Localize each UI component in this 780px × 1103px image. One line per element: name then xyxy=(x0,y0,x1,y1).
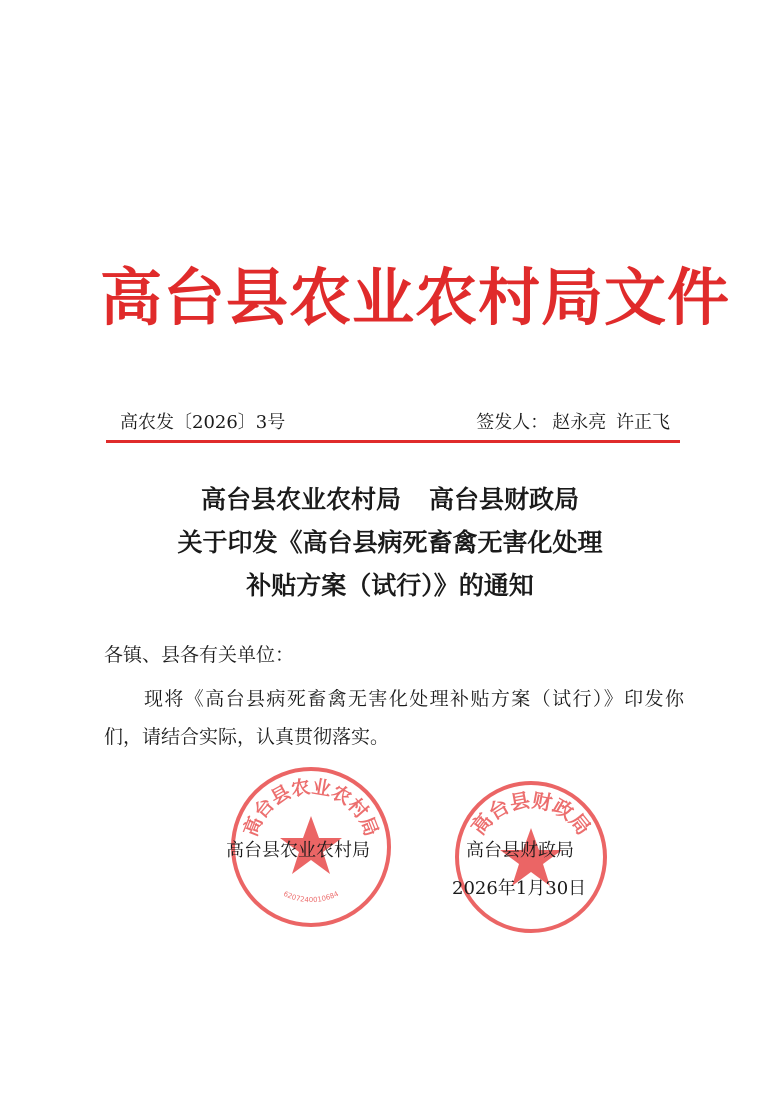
notice-title-issuer-1: 高台县农业农村局 xyxy=(200,485,401,514)
document-header-title: 高台县农业农村局文件 xyxy=(100,261,731,334)
signer-name-2: 许正飞 xyxy=(616,412,670,433)
seal-1-code: 6207240010684 xyxy=(282,889,340,905)
body-paragraph: 现将《高台县病死畜禽无害化处理补贴方案（试行）》印发你们，请结合实际，认真贯彻落实。 xyxy=(104,688,684,748)
seal-2-arc-text: 高台县财政局 xyxy=(466,787,596,840)
issuer-finance-bureau: 高台县财政局 xyxy=(466,840,574,861)
notice-title-line-1 xyxy=(80,478,700,521)
document-number: 高农发〔2026〕3号 xyxy=(120,412,286,433)
seal-1-arc-text: 高台县农业农村局 xyxy=(239,775,383,840)
header-red-rule xyxy=(106,440,680,443)
notice-title-line-2: 关于印发《高台县病死畜禽无害化处理 xyxy=(177,528,603,557)
notice-title xyxy=(80,478,700,607)
salutation: 各镇、县各有关单位： xyxy=(104,644,295,666)
issue-date: 2026年1月30日 xyxy=(452,878,587,899)
svg-text:6207240010684 xyxy=(282,890,340,905)
notice-title-issuer-2: 高台县财政局 xyxy=(429,485,580,514)
issuer-agriculture-bureau: 高台县农业农村局 xyxy=(226,840,370,861)
signer-name-1: 赵永亮 xyxy=(552,412,607,433)
signers-line xyxy=(472,408,670,434)
notice-title-line-3: 补贴方案（试行）》的通知 xyxy=(246,571,534,600)
signers-label: 签发人： xyxy=(476,412,549,433)
